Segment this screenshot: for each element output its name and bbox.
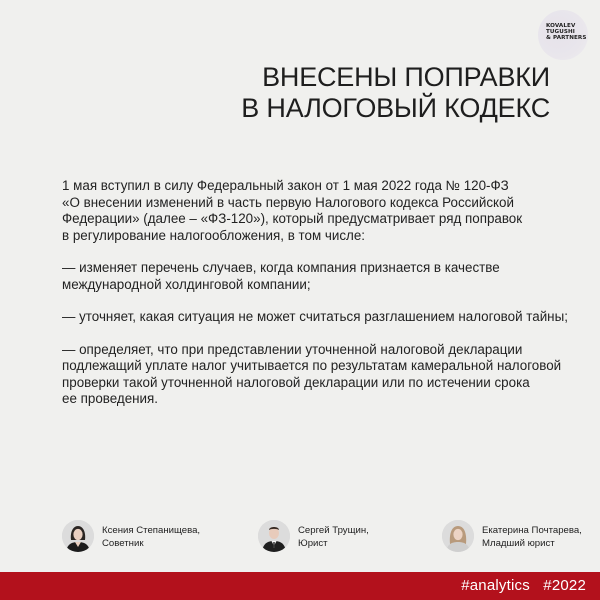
list-item	[62, 260, 582, 293]
author-info	[102, 524, 200, 550]
list-item	[62, 309, 582, 326]
author-role: Младший юрист	[482, 538, 555, 549]
author-card	[442, 518, 592, 554]
text-line: Федерации» (далее – «ФЗ-120»), который предусматривает ряд поправок	[62, 211, 523, 226]
author-card	[62, 518, 212, 554]
text-line: — изменяет перечень случаев, когда компания признается в качестве	[62, 260, 500, 275]
avatar	[442, 520, 474, 552]
article-body	[62, 178, 582, 424]
text-line: в регулирование налогообложения, в том числе:	[62, 227, 366, 243]
text-line: ее проведения.	[62, 391, 158, 406]
text-line: проверки такой уточненной налоговой декларации или по истечении срока	[62, 374, 530, 390]
footer-bar	[0, 572, 600, 600]
title-line-2: В НАЛОГОВЫЙ КОДЕКС	[241, 93, 550, 123]
hashtag-year[interactable]: #2022	[543, 577, 586, 594]
author-role: Советник	[102, 538, 144, 549]
intro-paragraph	[62, 178, 582, 244]
author-info	[482, 524, 582, 550]
list-item	[62, 342, 582, 408]
company-logo	[538, 10, 588, 60]
page-title	[241, 62, 550, 124]
text-line: — уточняет, какая ситуация не может считаться разглашением налоговой тайны;	[62, 309, 568, 324]
author-role: Юрист	[298, 538, 328, 549]
author-card	[258, 518, 388, 554]
logo-text	[546, 23, 588, 41]
title-line-1: ВНЕСЕНЫ ПОПРАВКИ	[262, 62, 550, 92]
text-line: подлежащий уплате налог учитывается по результатам камеральной налоговой	[62, 358, 562, 373]
author-info	[298, 524, 369, 550]
authors	[0, 518, 600, 558]
logo-line: & PARTNERS	[546, 35, 587, 41]
hashtag-analytics[interactable]: #analytics	[461, 577, 530, 594]
author-name: Сергей Трущин,	[298, 525, 369, 536]
text-line: «О внесении изменений в часть первую Налогового кодекса Российской	[62, 194, 514, 210]
text-line: международной холдинговой компании;	[62, 276, 311, 292]
logo-line: TUGUSHI	[546, 29, 575, 35]
avatar	[62, 520, 94, 552]
logo-line: KOVALEV	[546, 23, 576, 29]
text-line: 1 мая вступил в силу Федеральный закон от 1 мая 2022 года № 120-ФЗ	[62, 178, 509, 193]
text-line: — определяет, что при представлении уточненной налоговой декларации	[62, 341, 523, 357]
avatar	[258, 520, 290, 552]
hashtags	[461, 577, 586, 595]
author-name: Ксения Степанищева,	[102, 525, 201, 536]
author-name: Екатерина Почтарева,	[482, 525, 582, 536]
